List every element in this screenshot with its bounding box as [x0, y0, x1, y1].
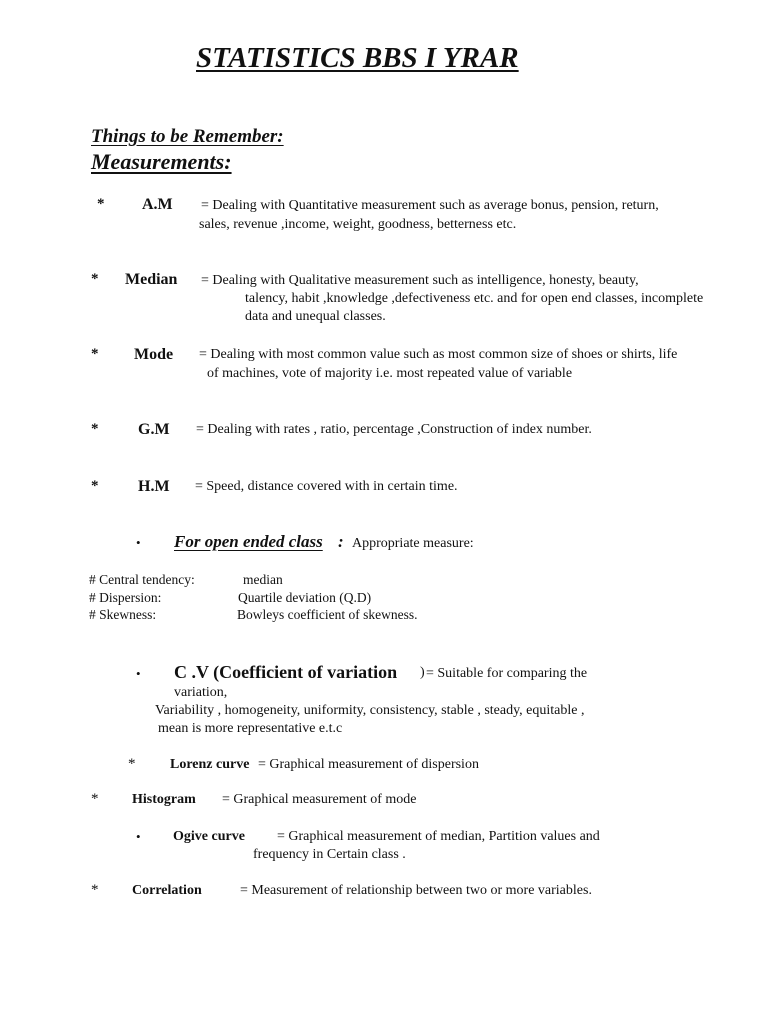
measure-label: # Central tendency: [89, 572, 195, 587]
section-subtitle: Things to be Remember: [91, 126, 284, 147]
term-label: C .V (Coefficient of variation [174, 662, 398, 682]
definition-line: frequency in Certain class . [253, 847, 406, 862]
measure-label: # Skewness: [89, 607, 157, 622]
definition-line: = Graphical measurement of mode [222, 792, 417, 807]
term-label: Median [125, 271, 178, 288]
star-marker: * [128, 756, 136, 772]
measure-label: # Dispersion: [89, 590, 162, 605]
measure-value: median [243, 572, 283, 587]
term-label: H.M [138, 478, 170, 495]
definition-line: Variability , homogeneity, uniformity, consistency, stable , steady, equitable , [155, 703, 585, 718]
heading-colon: : [338, 532, 344, 551]
definition-line: = Suitable for comparing the [426, 666, 588, 681]
definition-line: = Dealing with Qualitative measurement such as intelligence, honesty, beauty, [201, 273, 639, 288]
definition-line: variation, [174, 685, 228, 700]
bullet-marker: • [136, 666, 141, 681]
star-marker: * [97, 196, 105, 212]
star-marker: * [91, 791, 99, 807]
definition-line: = Graphical measurement of median, Partition values and [277, 829, 600, 844]
term-label: G.M [138, 421, 170, 438]
measure-value: Bowleys coefficient of skewness. [237, 607, 418, 622]
term-label: Correlation [132, 883, 202, 898]
definition-line: = Graphical measurement of dispersion [258, 757, 479, 772]
definition-line: = Measurement of relationship between two or more variables. [240, 883, 592, 898]
term-label: Lorenz curve [170, 757, 250, 772]
star-marker: * [91, 271, 99, 287]
term-label: Ogive curve [173, 829, 245, 844]
open-class-desc: Appropriate measure: [352, 536, 474, 551]
definition-line: = Dealing with most common value such as most common size of shoes or shirts, life [199, 347, 678, 362]
definition-line: = Dealing with Quantitative measurement such as average bonus, pension, return, [201, 198, 659, 213]
definition-line: mean is more representative e.t.c [158, 721, 343, 736]
definition-line: sales, revenue ,income, weight, goodness, betterness etc. [199, 217, 517, 232]
term-label: Mode [134, 346, 174, 363]
bullet-marker: • [136, 535, 141, 550]
definition-line: data and unequal classes. [245, 309, 386, 324]
star-marker: * [91, 421, 99, 437]
star-marker: * [91, 346, 99, 362]
bullet-marker: • [136, 829, 141, 844]
term-paren: ) [420, 665, 425, 680]
section-heading: Measurements: [91, 149, 232, 174]
star-marker: * [91, 478, 99, 494]
definition-line: = Dealing with rates , ratio, percentage ,Construction of index number. [196, 422, 592, 437]
page-title: STATISTICS BBS I YRAR [196, 42, 519, 74]
definition-line: talency, habit ,knowledge ,defectiveness etc. and for open end classes, incomplete [245, 291, 704, 306]
star-marker: * [91, 882, 99, 898]
open-class-heading: For open ended class [174, 532, 323, 551]
term-label: A.M [142, 196, 173, 213]
term-label: Histogram [132, 792, 196, 807]
definition-line: of machines, vote of majority i.e. most repeated value of variable [207, 366, 573, 381]
measure-value: Quartile deviation (Q.D) [238, 590, 372, 605]
definition-line: = Speed, distance covered with in certain time. [195, 479, 458, 494]
